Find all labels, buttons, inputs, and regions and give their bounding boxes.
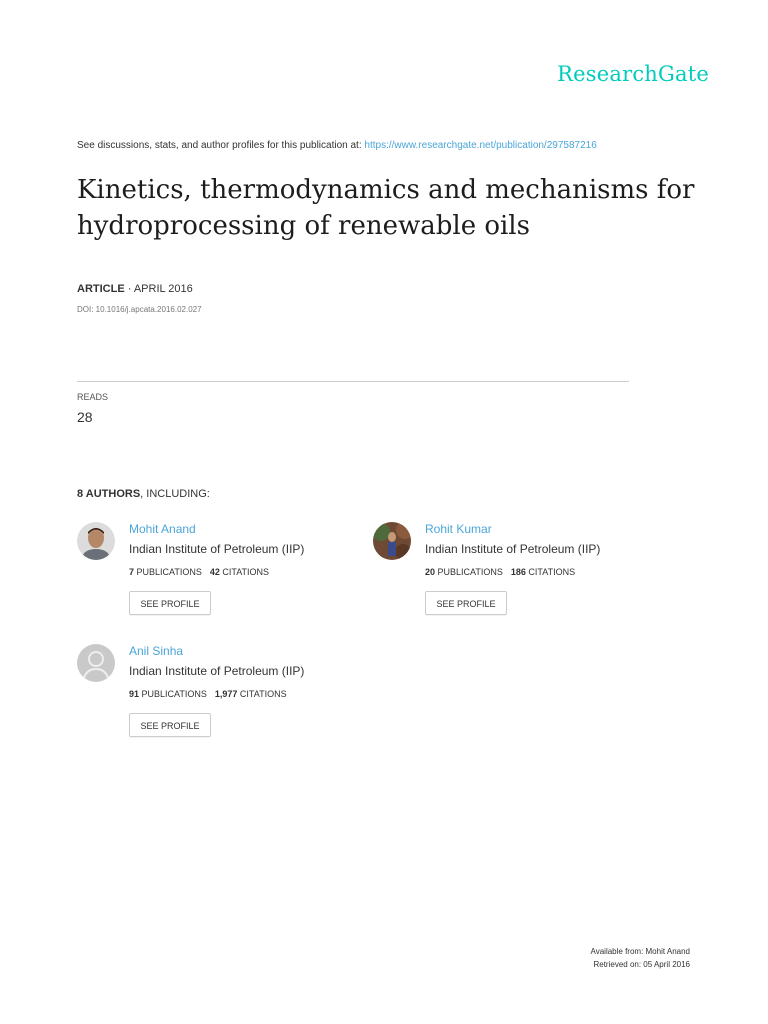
author-institution: Indian Institute of Petroleum (IIP) <box>129 664 305 678</box>
discussion-line <box>77 140 597 151</box>
publication-link[interactable]: https://www.researchgate.net/publication/297587216 <box>364 140 597 151</box>
publications-count: 7 <box>129 567 135 577</box>
citations-label: CITATIONS <box>525 567 576 577</box>
authors-count: 8 AUTHORS <box>77 488 141 500</box>
citations-count: 1,977 <box>214 689 238 699</box>
see-profile-button[interactable]: SEE PROFILE <box>425 591 507 615</box>
publications-label: PUBLICATIONS <box>139 689 207 699</box>
author-name[interactable]: Anil Sinha <box>129 644 184 658</box>
citations-count: 186 <box>510 567 526 577</box>
authors-suffix: , INCLUDING: <box>140 488 210 500</box>
see-profile-button[interactable]: SEE PROFILE <box>129 713 211 737</box>
author-institution: Indian Institute of Petroleum (IIP) <box>129 542 305 556</box>
author-name[interactable]: Mohit Anand <box>129 522 196 536</box>
publications-label: PUBLICATIONS <box>435 567 503 577</box>
citations-label: CITATIONS <box>237 689 287 699</box>
discussion-text: See discussions, stats, and author profiles for this publication at: <box>77 140 365 151</box>
author-stats <box>129 567 269 577</box>
publications-count: 20 <box>425 567 436 577</box>
reads-value: 28 <box>77 409 93 425</box>
author-name[interactable]: Rohit Kumar <box>425 522 492 536</box>
article-type: ARTICLE <box>77 283 125 295</box>
authors-heading <box>77 488 210 500</box>
reads-label: READS <box>77 392 109 402</box>
footer <box>591 945 690 971</box>
divider <box>77 381 629 382</box>
author-stats <box>425 567 575 577</box>
available-from: Available from: Mohit Anand <box>590 947 690 956</box>
citations-label: CITATIONS <box>219 567 270 577</box>
researchgate-logo[interactable]: ResearchGate <box>557 62 709 86</box>
citations-count: 42 <box>209 567 220 577</box>
article-date: · APRIL 2016 <box>124 283 193 295</box>
doi: DOI: 10.1016/j.apcata.2016.02.027 <box>77 305 202 314</box>
publications-label: PUBLICATIONS <box>134 567 202 577</box>
publication-title: Kinetics, thermodynamics and mechanisms for hydroprocessing of renewable oils <box>77 175 695 241</box>
avatar[interactable] <box>77 522 115 560</box>
see-profile-button[interactable]: SEE PROFILE <box>129 591 211 615</box>
author-stats <box>129 689 287 699</box>
author-institution: Indian Institute of Petroleum (IIP) <box>425 542 601 556</box>
publications-count: 91 <box>129 689 140 699</box>
article-meta <box>77 283 193 295</box>
avatar[interactable] <box>77 644 115 682</box>
retrieved-on: Retrieved on: 05 April 2016 <box>593 960 690 969</box>
avatar[interactable] <box>373 522 411 560</box>
